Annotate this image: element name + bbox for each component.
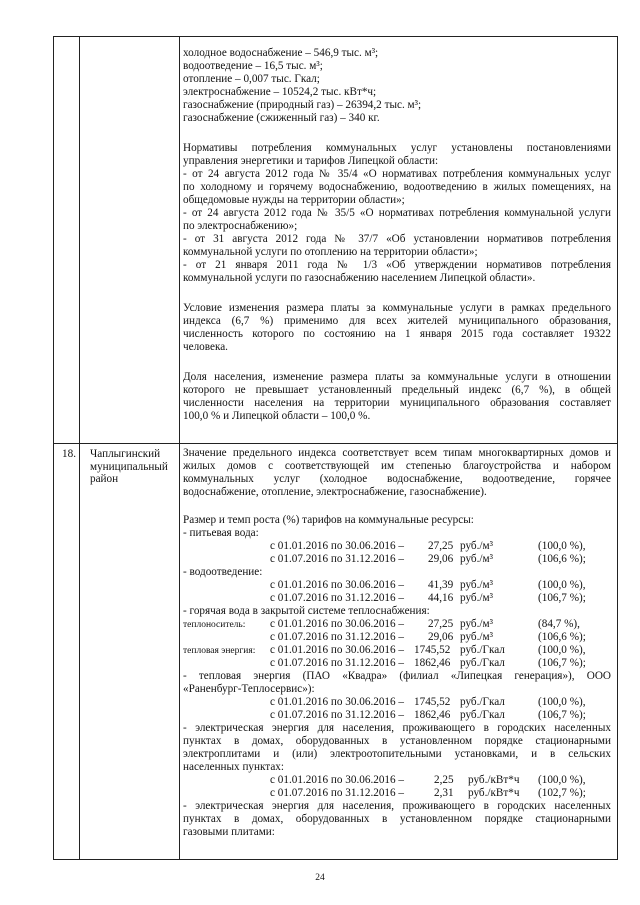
consumption-line: электроснабжение – 10524,2 тыс. кВт*ч; <box>183 86 377 98</box>
tariff-period: с 01.07.2016 по 31.12.2016 – <box>270 709 405 721</box>
tariff-period: с 01.01.2016 по 30.06.2016 – <box>270 774 405 786</box>
electricity-gas-line: пунктах в домах, оборудованных в установленном порядке стационарными <box>183 813 611 825</box>
tariff-unit: руб./Гкал <box>460 709 505 721</box>
normatives-line: - от 24 августа 2012 года № 35/4 «О нормативах потребления коммунальных услуг <box>183 168 611 180</box>
electricity-line: - электрическая энергия для населения, проживающего в городских населенных <box>183 722 611 734</box>
tariff-period: с 01.01.2016 по 30.06.2016 – <box>270 579 405 591</box>
electricity-line: пунктах в домах, оборудованных в установленном порядке стационарными <box>183 735 611 747</box>
tariff-value: 1862,46 <box>414 709 451 721</box>
tariff-pct: (84,7 %), <box>538 618 580 630</box>
electricity-line: населенных пунктах: <box>183 761 284 773</box>
tariff-value: 29,06 <box>428 631 454 643</box>
tariff-pct: (106,6 %); <box>538 631 586 643</box>
tariff-period: с 01.07.2016 по 31.12.2016 – <box>270 631 405 643</box>
tariff-pct: (102,7 %); <box>538 787 586 799</box>
intro-line: водоснабжение, отопление, электроснабжение, газоснабжение). <box>183 486 487 498</box>
normatives-line: по холодному и горячему водоснабжению, водоотведению в жилых помещениях, на <box>183 181 611 193</box>
consumption-line: водоотведение – 16,5 тыс. м³; <box>183 60 323 72</box>
document-table <box>53 36 618 860</box>
consumption-line: газоснабжение (природный газ) – 26394,2 тыс. м³; <box>183 99 422 111</box>
tariff-period: с 01.01.2016 по 30.06.2016 – <box>270 618 405 630</box>
electricity-gas-line: газовыми плитами: <box>183 826 275 838</box>
consumption-line: холодное водоснабжение – 546,9 тыс. м³; <box>183 47 379 59</box>
tariff-unit: руб./кВт*ч <box>468 787 520 799</box>
page-number: 24 <box>315 873 325 883</box>
heat-energy-label: тепловая энергия: <box>183 646 256 656</box>
normatives-line: по электроснабжению»; <box>183 220 298 232</box>
condition-line: Условие изменения размера платы за коммунальные услуги в рамках предельного <box>183 302 611 314</box>
share-line: которого не превышает установленный предельный индекс (6,7 %), в общей <box>183 384 611 396</box>
column-divider <box>179 37 180 859</box>
consumption-line: газоснабжение (сжиженный газ) – 340 кг. <box>183 112 380 124</box>
tariff-pct: (100,0 %), <box>538 644 586 656</box>
tariff-pct: (100,0 %), <box>538 774 586 786</box>
sewer-label: - водоотведение: <box>183 566 263 578</box>
tariff-value: 2,25 <box>434 774 454 786</box>
tariff-period: с 01.01.2016 по 30.06.2016 – <box>270 644 405 656</box>
tariff-value: 2,31 <box>434 787 454 799</box>
tariff-value: 29,06 <box>428 553 454 565</box>
tariff-unit: руб./м³ <box>460 631 493 643</box>
heat-provider-line: «Раненбург-Теплосервис»): <box>183 683 315 695</box>
condition-line: численность которого по состоянию на 1 января 2015 года составляет 19322 <box>183 328 611 340</box>
intro-line: Значение предельного индекса соответствует всем типам многоквартирных домов и <box>183 447 611 459</box>
tariff-value: 41,39 <box>428 579 454 591</box>
tariff-period: с 01.01.2016 по 30.06.2016 – <box>270 696 405 708</box>
column-divider <box>79 37 80 859</box>
tariff-value: 1745,52 <box>414 696 451 708</box>
district-name: Чаплыгинский муниципальный район <box>90 448 168 486</box>
carrier-label: теплоноситель: <box>183 620 246 630</box>
tariff-pct: (106,7 %); <box>538 592 586 604</box>
intro-line: коммунальных услуг (холодное водоснабжение, водоотведение, горячее <box>183 473 611 485</box>
normatives-line: управления энергетики и тарифов Липецкой области: <box>183 155 439 167</box>
tariff-value: 1862,46 <box>414 657 451 669</box>
share-line: Доля населения, изменение размера платы за коммунальные услуги в отношении <box>183 371 611 383</box>
normatives-line: - от 24 августа 2012 года № 35/5 «О нормативах потребления коммунальной услуги <box>183 207 611 219</box>
normatives-line: Нормативы потребления коммунальных услуг установлены постановлениями <box>183 142 611 154</box>
tariff-period: с 01.01.2016 по 30.06.2016 – <box>270 540 405 552</box>
normatives-line: - от 21 января 2011 года № 1/3 «Об утверждении нормативов потребления <box>183 259 611 271</box>
tariff-pct: (106,7 %); <box>538 709 586 721</box>
tariff-pct: (106,6 %); <box>538 553 586 565</box>
normatives-line: - от 31 августа 2012 года № 37/7 «Об установлении нормативов потребления <box>183 233 611 245</box>
normatives-line: коммунальной услуги по газоснабжению населением Липецкой области». <box>183 272 536 284</box>
tariff-pct: (106,7 %); <box>538 657 586 669</box>
tariff-unit: руб./м³ <box>460 579 493 591</box>
intro-line: жилых домов с соответствующей им степенью благоустройства и набором <box>183 460 611 472</box>
share-line: численности населения на территории муниципального образования составляет <box>183 397 611 409</box>
tariff-value: 44,16 <box>428 592 454 604</box>
tariff-unit: руб./кВт*ч <box>468 774 520 786</box>
tariff-heading: Размер и темп роста (%) тарифов на коммунальные ресурсы: <box>183 514 474 526</box>
tariff-value: 27,25 <box>428 540 454 552</box>
normatives-line: общедомовые нужды на территории области»; <box>183 194 405 206</box>
row-number: 18. <box>62 448 76 460</box>
tariff-value: 1745,52 <box>414 644 451 656</box>
tariff-unit: руб./м³ <box>460 618 493 630</box>
hot-water-label: - горячая вода в закрытой системе теплоснабжения: <box>183 605 430 617</box>
consumption-line: отопление – 0,007 тыс. Гкал; <box>183 73 320 85</box>
tariff-period: с 01.07.2016 по 31.12.2016 – <box>270 657 405 669</box>
condition-line: индекса (6,7 %) применимо для всех жителей муниципального образования, <box>183 315 611 327</box>
tariff-unit: руб./Гкал <box>460 644 505 656</box>
tariff-pct: (100,0 %), <box>538 696 586 708</box>
heat-provider-line: - тепловая энергия (ПАО «Квадра» (филиал «Липецкая генерация»), ООО <box>183 670 611 682</box>
water-label: - питьевая вода: <box>183 527 259 539</box>
tariff-period: с 01.07.2016 по 31.12.2016 – <box>270 592 405 604</box>
normatives-line: коммунальной услуги по отоплению на территории области»; <box>183 246 478 258</box>
share-line: 100,0 % и Липецкой области – 100,0 %. <box>183 410 371 422</box>
tariff-unit: руб./м³ <box>460 540 493 552</box>
tariff-unit: руб./м³ <box>460 553 493 565</box>
tariff-unit: руб./м³ <box>460 592 493 604</box>
tariff-unit: руб./Гкал <box>460 696 505 708</box>
tariff-pct: (100,0 %), <box>538 540 586 552</box>
tariff-period: с 01.07.2016 по 31.12.2016 – <box>270 553 405 565</box>
electricity-gas-line: - электрическая энергия для населения, проживающего в городских населенных <box>183 800 611 812</box>
tariff-value: 27,25 <box>428 618 454 630</box>
row-divider <box>54 443 617 444</box>
electricity-line: электроплитами и (или) электроотопительными установками, и в сельских <box>183 748 611 760</box>
tariff-period: с 01.07.2016 по 31.12.2016 – <box>270 787 405 799</box>
tariff-pct: (100,0 %), <box>538 579 586 591</box>
condition-line: человека. <box>183 341 228 353</box>
tariff-unit: руб./Гкал <box>460 657 505 669</box>
